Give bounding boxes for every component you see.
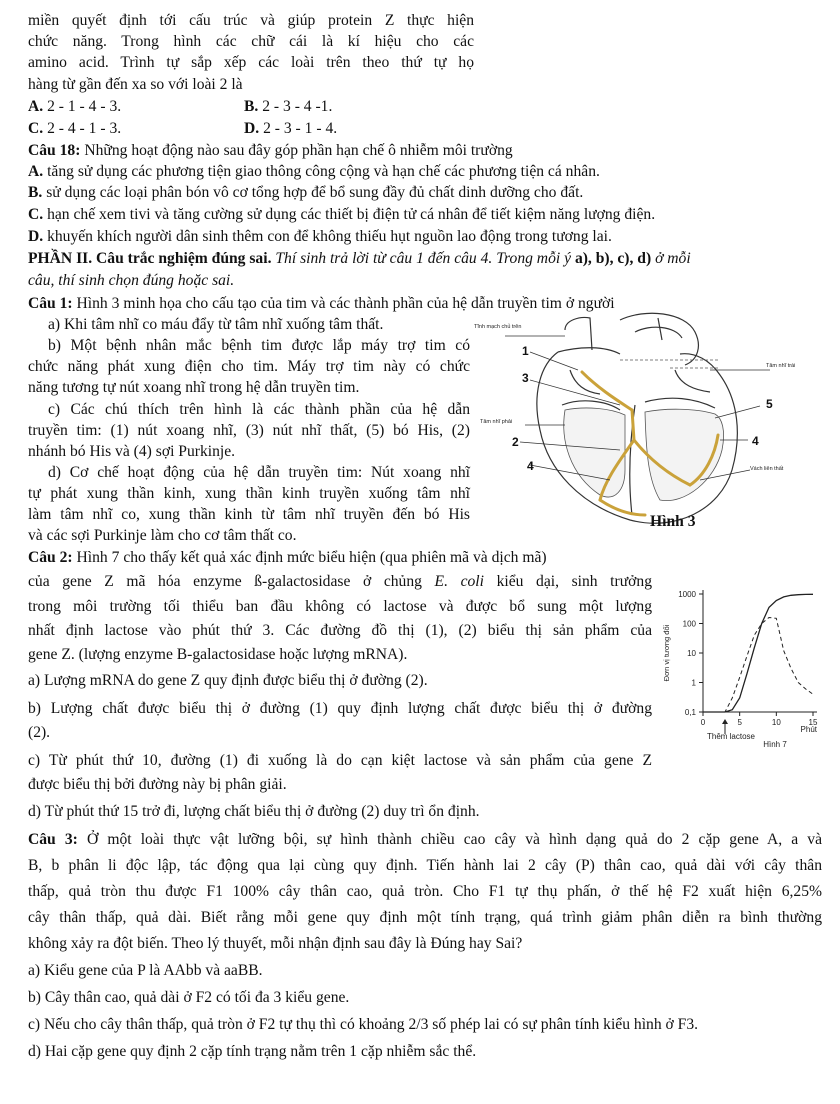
c3-statement-a: a) Kiểu gene của P là AAbb và aaBB. [28, 962, 263, 979]
x-tick-label: 10 [771, 718, 781, 727]
x-tick-label: 5 [737, 718, 742, 727]
c2-statement-c: được biểu thị bởi đường này bị phân giải. [28, 776, 287, 793]
heart-number-4-right: 4 [752, 434, 759, 448]
heart-number-5: 5 [766, 397, 773, 411]
c1-statement-c: nhánh bó His và (4) sợi Purkinje. [28, 443, 236, 460]
c1-statement-a: a) Khi tâm nhĩ co máu đẩy từ tâm nhĩ xuống tâm thất. [48, 316, 384, 333]
y-tick-label: 1000 [678, 590, 696, 599]
c1-statement-c: c) Các chú thích trên hình là các thành phần của hệ dẫn [48, 401, 470, 418]
part2-instruction: câu, thí sinh chọn đúng hoặc sai. [28, 272, 235, 289]
q18-option-b: B. sử dụng các loại phân bón vô cơ tổng hợp để bổ sung đầy đủ chất dinh dưỡng cho đất. [28, 184, 584, 201]
x-tick-label: 0 [700, 718, 706, 727]
c3-stem: B, b phân li độc lập, tác động qua lại cùng quy định. Tiến hành lai 2 cây (P) thân cao, quả dài với cây thân [28, 857, 822, 874]
y-axis-label: Đơn vị tương đối [662, 624, 671, 682]
heart-number-1: 1 [522, 344, 529, 358]
c2-stem: nhất định lactose vào phút thứ 3. Các đường đồ thị (1), (2) biểu thị sản phẩm của [28, 622, 652, 639]
figure-3-caption: Hình 3 [650, 513, 696, 530]
c3-stem: không xảy ra đột biến. Theo lý thuyết, mỗi nhận định sau đây là Đúng hay Sai? [28, 935, 523, 952]
c1-statement-c: truyền tim: (1) nút xoang nhĩ, (3) nút nhĩ thất, (5) bó His, (2) [28, 422, 470, 439]
c2-stem: trong môi trường tối thiểu ban đầu không có lactose và được bổ sung một lượng [28, 598, 652, 615]
c2-stem: Câu 2: Hình 7 cho thấy kết quả xác định mức biểu hiện (qua phiên mã và dịch mã) [28, 549, 547, 566]
q18-option-a: A. tăng sử dụng các phương tiện giao thông công cộng và hạn chế các phương tiện cá nhân. [28, 163, 600, 180]
q17-option-b: B. 2 - 3 - 4 -1. [244, 98, 333, 115]
lactose-annotation: Thêm lactose [706, 732, 756, 741]
y-tick-label: 1 [691, 678, 696, 688]
heart-label-vena-cava: Tĩnh mạch chủ trên [474, 324, 522, 330]
q17-line: miền quyết định tới cấu trúc và giúp protein Z thực hiện [28, 12, 474, 29]
heart-number-4-left: 4 [527, 459, 534, 473]
heart-number-2: 2 [512, 435, 519, 449]
heart-number-3: 3 [522, 371, 529, 385]
heart-label-left-atrium: Tâm nhĩ trái [766, 363, 796, 369]
c3-stem: Câu 3: Ở một loài thực vật lưỡng bội, sự hình thành chiều cao cây và hình dạng quả do 2 cặp gene A, a và [28, 831, 823, 848]
x-axis-label: Phút [800, 725, 817, 734]
heart-figure [470, 310, 820, 540]
c1-statement-b: b) Một bệnh nhân mắc bệnh tim được lắp máy trợ tim có [48, 337, 470, 354]
q17-option-d: D. 2 - 3 - 1 - 4. [244, 120, 338, 137]
c2-statement-c: c) Từ phút thứ 10, đường (1) đi xuống là do cạn kiệt lactose và sản phẩm của gene Z [28, 752, 652, 769]
q17-option-a: A. 2 - 1 - 4 - 3. [28, 98, 122, 115]
q18-option-d: D. khuyến khích người dân sinh thêm con để không thiếu hụt nguồn lao động trong tương lai. [28, 228, 612, 245]
series-line-2 [703, 594, 813, 712]
c1-stem: Câu 1: Hình 3 minh họa cho cấu tạo của tim và các thành phần của hệ dẫn truyền tim ở người [28, 295, 615, 312]
c1-statement-d: tự phát xung thần kinh, xung thần kinh truyền xuống tâm nhĩ [28, 485, 470, 502]
q17-line: hàng từ gần đến xa so với loài 2 là [28, 76, 243, 93]
heart-label-right-atrium: Tâm nhĩ phải [480, 419, 513, 425]
y-tick-label: 100 [682, 619, 696, 629]
c2-stem: của gene Z mã hóa enzyme ß-galactosidase ở chủng E. coli kiểu dại, sinh trưởng [28, 573, 652, 590]
c3-statement-d: d) Hai cặp gene quy định 2 cặp tính trạng nằm trên 1 cặp nhiễm sắc thể. [28, 1043, 477, 1060]
chart-title: Hình 7 [763, 740, 787, 749]
y-tick-label: 10 [687, 649, 696, 658]
c2-statement-b: (2). [28, 724, 51, 741]
heart-label-septum: Vách liên thất [750, 466, 784, 472]
c2-stem: gene Z. (lượng enzyme Β-galactosidase hoặc lượng mRNA). [28, 646, 408, 663]
c1-statement-b: chức năng phát xung điện cho tim. Máy trợ tim này có chức [28, 358, 470, 375]
x-tick-label: 15 [808, 718, 818, 727]
q18-option-c: C. hạn chế xem tivi và tăng cường sử dụng các thiết bị điện tử cá nhân để tiết kiệm năng lượng điện. [28, 206, 656, 223]
c1-statement-b: năng tương tự nút xoang nhĩ trong hệ dẫn truyền tim. [28, 379, 360, 396]
q18-stem: Câu 18: Những hoạt động nào sau đây góp phần hạn chế ô nhiễm môi trường [28, 142, 513, 159]
q17-line: chức năng. Trong hình các chữ cái là kí hiệu cho các [28, 33, 474, 50]
series-line-1 [703, 618, 813, 713]
c3-statement-c: c) Nếu cho cây thân thấp, quả tròn ở F2 tự thụ thì có khoảng 2/3 số phép lai có sự phân tính kiểu hình ở F3. [28, 1016, 699, 1033]
c2-statement-d: d) Từ phút thứ 15 trở đi, lượng chất biểu thị ở đường (2) duy trì ổn định. [28, 803, 480, 820]
q17-option-c: C. 2 - 4 - 1 - 3. [28, 120, 122, 137]
part2-heading: PHẦN II. Câu trắc nghiệm đúng sai. Thí sinh trả lời từ câu 1 đến câu 4. Trong mỗi ý a), b), c), d) ở mỗi [28, 250, 691, 267]
c3-statement-b: b) Cây thân cao, quả dài ở F2 có tối đa 3 kiểu gene. [28, 989, 350, 1006]
c1-statement-d: d) Cơ chế hoạt động của hệ dẫn truyền tim: Nút xoang nhĩ [48, 464, 470, 481]
y-tick-label: 0,1 [684, 708, 696, 717]
c2-statement-a: a) Lượng mRNA do gene Z quy định được biểu thị ở đường (2). [28, 672, 428, 689]
c3-stem: cây thân thấp, quả dài. Biết rằng mỗi gene quy định một tính trạng, quá trình giảm phân diễn ra bình thường [28, 909, 822, 926]
c1-statement-d: và các sợi Purkinje làm cho cơ tâm thất co. [28, 527, 297, 544]
c2-statement-b: b) Lượng chất được biểu thị ở đường (1) quy định lượng chất được biểu thị ở đường [28, 700, 652, 717]
c1-statement-d: làm tâm nhĩ co, xung thần kinh từ tâm nhĩ truyền đến bó His [28, 506, 470, 523]
lactose-arrow-head [722, 719, 728, 724]
figure-7-chart [655, 580, 835, 770]
q17-line: amino acid. Trình tự sắp xếp các loài trên theo thứ tự họ [28, 54, 474, 71]
c3-stem: thấp, quả tròn thu được F1 100% cây thân cao, quả tròn. Cho F1 tự thụ phấn, ở thế hệ F2 xuất hiện 6,25% [28, 883, 822, 900]
